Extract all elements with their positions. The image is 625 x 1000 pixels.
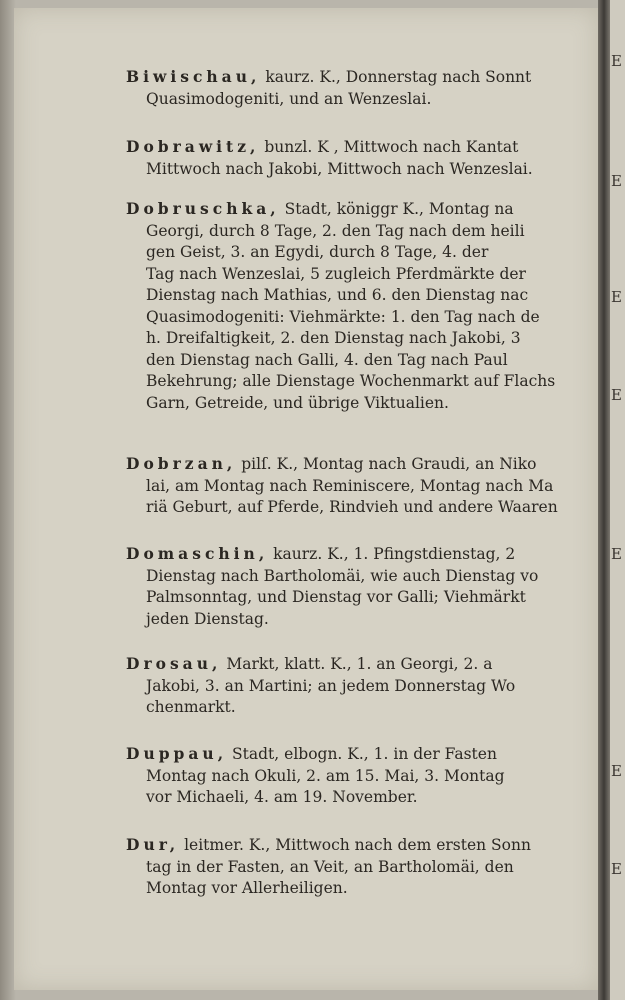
entry-line [118, 66, 531, 89]
entry-text: Markt, klatt. K., 1. an Georgi, 2. a [226, 655, 493, 673]
entry-text: leitmer. K., Mittwoch nach dem ersten Sonn [184, 836, 531, 854]
market-entry [118, 66, 531, 110]
edge-letter: E [611, 172, 622, 190]
entry-line [118, 653, 515, 676]
entry-line: Montag vor Allerheiligen. [146, 879, 348, 897]
entry-line [118, 198, 555, 221]
place-name: Domaschin, [126, 544, 269, 563]
entry-line: chenmarkt. [146, 698, 236, 716]
entry-line: Mittwoch nach Jakobi, Mittwoch nach Wenzeslai. [146, 159, 533, 178]
entry-line [118, 543, 538, 566]
place-name: Biwischau, [126, 67, 261, 86]
entry-text: pilſ. K., Montag nach Graudi, an Niko [241, 455, 537, 473]
entry-line: h. Dreifaltigkeit, 2. den Dienstag nach Jakobi, 3 [146, 329, 521, 347]
entry-line: vor Michaeli, 4. am 19. November. [146, 788, 418, 806]
book-page [14, 8, 598, 990]
entry-line [118, 743, 505, 766]
entry-line [118, 453, 558, 476]
market-entry [118, 136, 533, 180]
place-name: Drosau, [126, 654, 222, 673]
entry-text: Stadt, königgr K., Montag na [284, 200, 514, 218]
adjacent-page-edge [610, 0, 625, 1000]
place-name: Dobruschka, [126, 199, 280, 218]
entry-line: jeden Dienstag. [146, 609, 269, 628]
market-entry [118, 653, 515, 719]
edge-letter: E [611, 386, 622, 404]
entry-text: kaurz. K., Donnerstag nach Sonnt [265, 68, 532, 86]
place-name: Dobrzan, [126, 454, 237, 473]
entry-line: Dienstag nach Bartholomäi, wie auch Dienstag vo [146, 566, 539, 585]
entry-line: Quasimodogeniti: Viehmärkte: 1. den Tag nach de [146, 307, 540, 326]
market-entry [118, 198, 555, 414]
entry-line: Tag nach Wenzeslai, 5 zugleich Pferdmärkte der [146, 264, 526, 283]
entry-line: Jakobi, 3. an Martini; an jedem Donnerstag Wo [146, 676, 516, 695]
entry-line [118, 834, 531, 857]
entry-text: kaurz. K., 1. Pfingstdienstag, 2 [273, 545, 516, 563]
entry-text: bunzl. K , Mittwoch nach Kantat [264, 138, 519, 156]
entry-line: Georgi, durch 8 Tage, 2. den Tag nach dem heili [146, 221, 525, 240]
book-gutter [598, 0, 610, 1000]
place-name: Dur, [126, 835, 180, 854]
market-entry [118, 543, 538, 630]
entry-line: Quasimodogeniti, und an Wenzeslai. [146, 89, 432, 108]
entry-text: Stadt, elbogn. K., 1. in der Fasten [232, 745, 497, 763]
entry-line: tag in der Fasten, an Veit, an Bartholomäi, den [146, 857, 514, 876]
entry-line: Bekehrung; alle Dienstage Wochenmarkt auf Flachs [146, 372, 556, 390]
entry-line: Montag nach Okuli, 2. am 15. Mai, 3. Montag [146, 766, 505, 785]
entry-line: Dienstag nach Mathias, und 6. den Dienstag nac [146, 286, 529, 304]
entry-line: gen Geist, 3. an Egydi, durch 8 Tage, 4. der [146, 243, 489, 261]
market-entry [118, 453, 558, 519]
place-name: Duppau, [126, 744, 228, 763]
edge-letter: E [611, 52, 622, 70]
entry-line: den Dienstag nach Galli, 4. den Tag nach Paul [146, 350, 508, 369]
entry-line: Palmsonntag, und Dienstag vor Galli; Viehmärkt [146, 588, 526, 606]
market-entry [118, 834, 531, 900]
entry-line: Garn, Getreide, und übrige Viktualien. [146, 393, 449, 412]
edge-letter: E [611, 545, 622, 563]
entry-line: riä Geburt, auf Pferde, Rindvieh und andere Waaren [146, 498, 558, 516]
edge-letter: E [611, 288, 622, 306]
edge-letter: E [611, 762, 622, 780]
entry-line [118, 136, 533, 159]
edge-letter: E [611, 860, 622, 878]
place-name: Dobrawitz, [126, 137, 260, 156]
entry-line: lai, am Montag nach Reminiscere, Montag nach Ma [146, 476, 554, 495]
market-entry [118, 743, 505, 809]
